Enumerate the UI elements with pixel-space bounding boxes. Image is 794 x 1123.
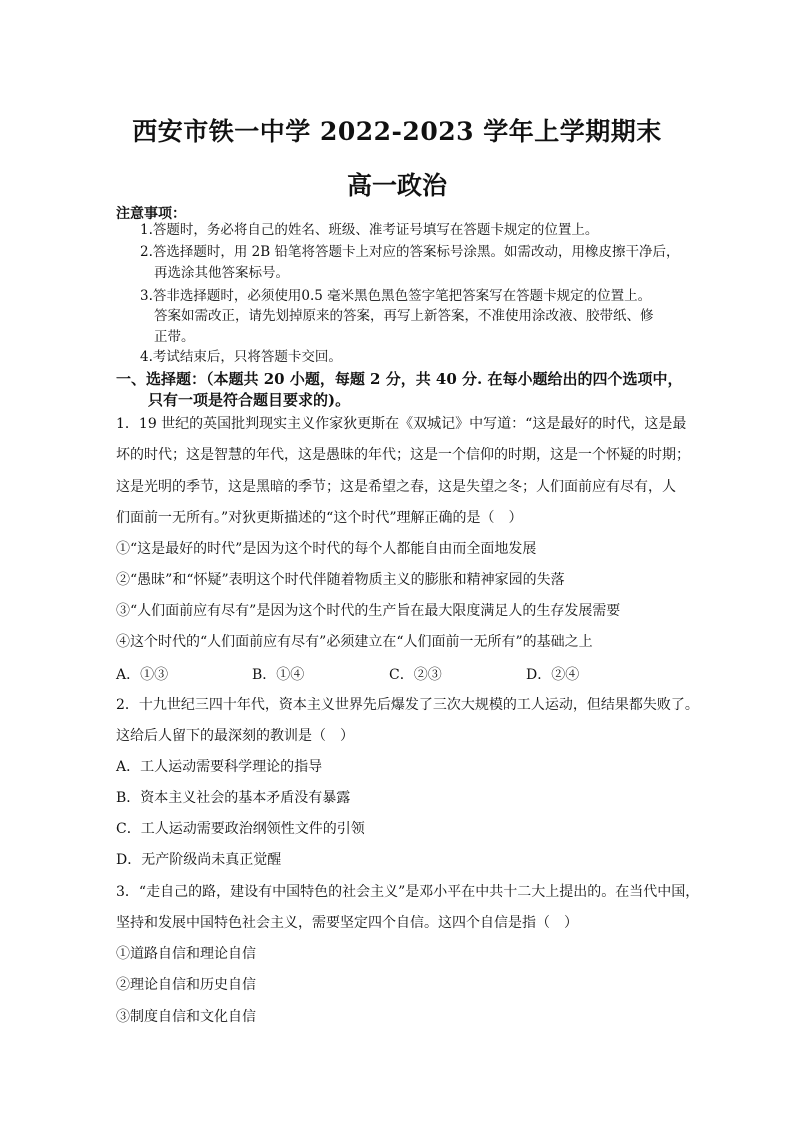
note-item — [140, 306, 690, 327]
q2-option-a: A．工人运动需要科学理论的指导 — [116, 759, 323, 775]
note-item: 2.答选择题时，用 2B 铅笔将答题卡上对应的答案标号涂黑。如需改动，用橡皮擦干净后， — [140, 244, 680, 260]
q1-option-c: C．②③ — [389, 667, 442, 683]
exam-subject: 高一政治 — [346, 171, 447, 200]
q1-stem-line: 1．19 世纪的英国批判现实主义作家狄更斯在《双城记》中写道：“这是最好的时代，这是最 — [116, 416, 687, 432]
q1-statement: ③“人们面前应有尽有”是因为这个时代的生产旨在最大限度满足人的生存发展需要 — [116, 603, 621, 619]
note-continuation: 正带。 — [154, 329, 195, 345]
q3-stem-line: 3．“走自己的路，建设有中国特色的社会主义”是邓小平在中共十二大上提出的。在当代中国， — [116, 884, 700, 900]
q3-statement: ②理论自信和历史自信 — [116, 977, 256, 993]
note-item — [140, 263, 690, 284]
q1-option-a: A．①③ — [116, 667, 169, 683]
note-item: 3.答非选择题时，必须使用0.5 毫米黑色黑色签字笔把答案写在答题卡规定的位置上。 — [140, 288, 652, 304]
q2-option-b: B．资本主义社会的基本矛盾没有暴露 — [116, 790, 351, 806]
q1-stem-line: 们面前一无所有。”对狄更斯描述的“这个时代”理解正确的是（ ） — [116, 510, 523, 526]
section-heading — [116, 369, 696, 411]
q2-option-c: C．工人运动需要政治纲领性文件的引领 — [116, 821, 365, 837]
q1-statement: ②“愚昧”和“怀疑”表明这个时代伴随着物质主义的膨胀和精神家园的失落 — [116, 572, 565, 588]
note-item: 4.考试结束后，只将答题卡交回。 — [140, 349, 342, 365]
q3-statement: ③制度自信和文化自信 — [116, 1009, 256, 1025]
note-item — [140, 327, 690, 348]
q1-option-d: D．②④ — [526, 667, 580, 683]
notes-heading: 注意事项： — [116, 206, 186, 222]
q2-stem-line: 这给后人留下的最深刻的教训是（ ） — [116, 728, 354, 744]
q1-option-b: B．①④ — [252, 667, 305, 683]
section-heading-line: 一、选择题：（本题共 20 小题，每题 2 分，共 40 分. 在每小题给出的四个选项中， — [116, 370, 683, 388]
note-continuation: 答案如需改正，请先划掉原来的答案，再写上新答案，不准使用涂改液、胶带纸、修 — [154, 308, 654, 324]
note-continuation: 再选涂其他答案标号。 — [154, 265, 289, 281]
section-heading-line: 只有一项是符合题目要求的)。 — [148, 391, 351, 409]
q2-option-d: D．无产阶级尚未真正觉醒 — [116, 852, 282, 868]
q3-statement: ①道路自信和理论自信 — [116, 946, 256, 962]
q1-statement: ④这个时代的“人们面前应有尽有”必须建立在“人们面前一无所有”的基础之上 — [116, 634, 593, 650]
note-item: 1.答题时，务必将自己的姓名、班级、准考证号填写在答题卡规定的位置上。 — [140, 222, 599, 238]
q1-stem-line: 这是光明的季节，这是黑暗的季节；这是希望之春，这是失望之冬；人们面前应有尽有，人 — [116, 479, 676, 495]
exam-title: 西安市铁一中学 2022-2023 学年上学期期末 — [132, 117, 662, 146]
q3-stem-line: 坚持和发展中国特色社会主义，需要坚定四个自信。这四个自信是指（ ） — [116, 915, 578, 931]
q1-stem-line: 坏的时代；这是智慧的年代，这是愚昧的年代；这是一个信仰的时期，这是一个怀疑的时期； — [116, 447, 690, 463]
q2-stem-line: 2．十九世纪三四十年代，资本主义世界先后爆发了三次大规模的工人运动，但结果都失败了。 — [116, 697, 699, 713]
q1-statement: ①“这是最好的时代”是因为这个时代的每个人都能自由而全面地发展 — [116, 541, 537, 557]
